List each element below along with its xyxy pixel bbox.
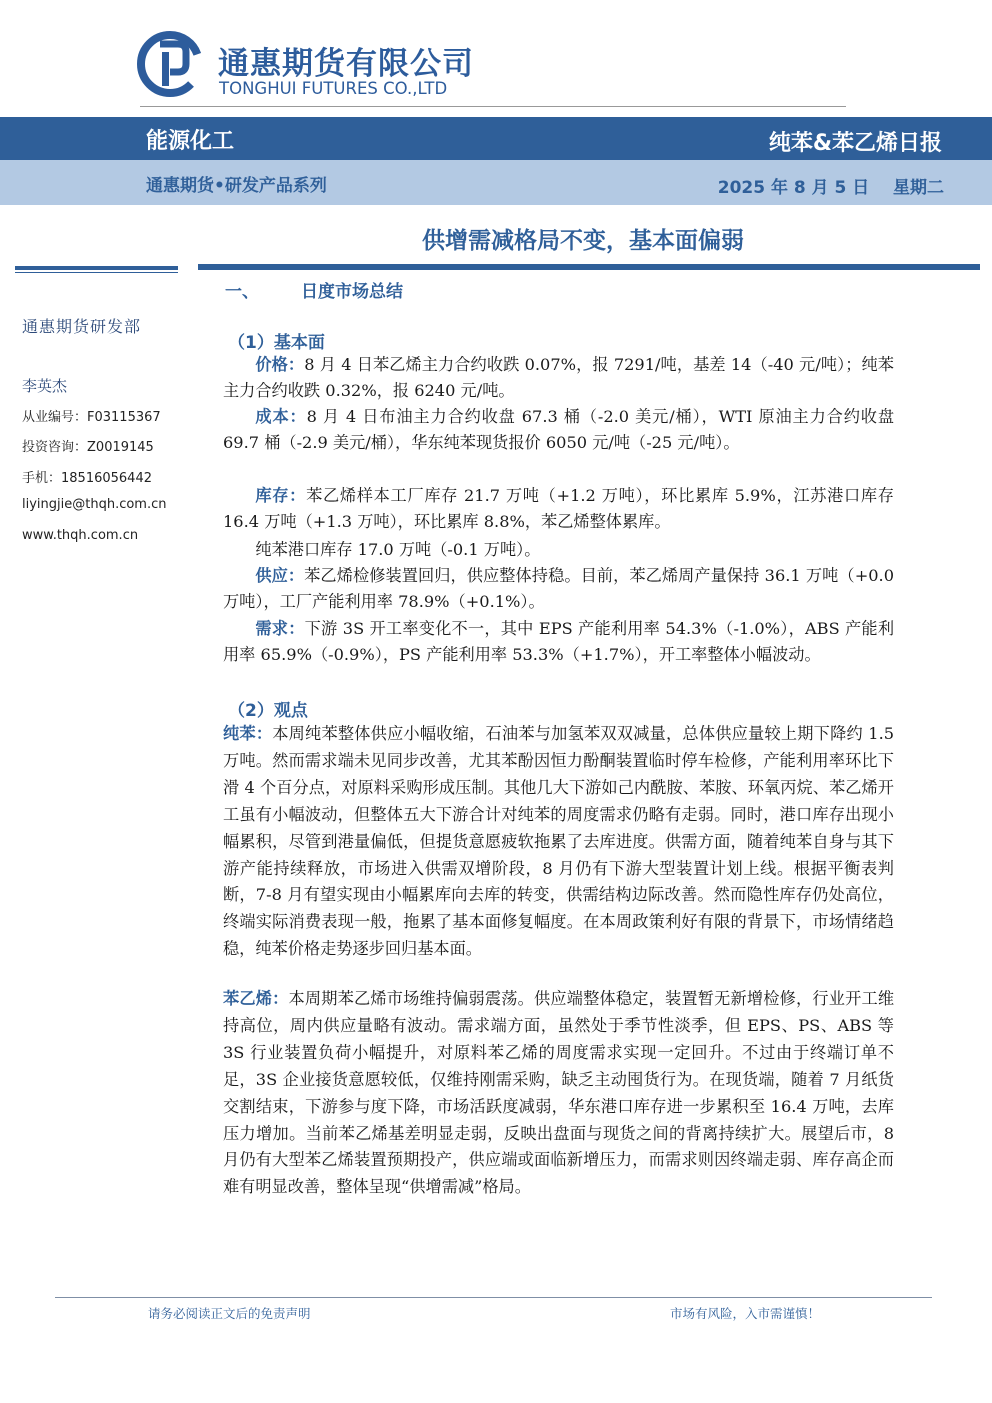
main-rule [198,264,980,270]
sidebar-consult [22,436,154,455]
footer-divider [55,1297,932,1298]
fundamental-label: 需求： [255,619,305,638]
fundamental-label: 库存： [255,486,307,505]
fundamental-text: 苯乙烯样本工厂库存 21.7 万吨（+1.2 万吨），环比累库 5.9%，江苏港口库存 16.4 万吨（+1.3 万吨），环比累库 8.8%，苯乙烯整体累库。 [223,486,894,531]
report-date [718,173,944,198]
sidebar-email[interactable]: liyingjie@thqh.com.cn [22,497,167,512]
fundamental-text: 下游 3S 开工率变化不一，其中 EPS 产能利用率 54.3%（-1.0%），ABS 产能利用率 65.9%（-0.9%），PS 产能利用率 53.3%（+1.7%），开工率整体小幅波动。 [223,619,895,664]
fundamental-label: 供应： [255,566,305,585]
fundamental-cost [223,404,894,456]
fundamental-price [223,352,894,404]
report-headline: 供增需减格局不变，基本面偏弱 [422,228,744,254]
view-text: 本周期苯乙烯市场维持偏弱震荡。供应端整体稳定，装置暂无新增检修，行业开工维持高位，周内供应量略有波动。需求端方面，虽然处于季节性淡季，但 EPS、PS、ABS 等 3S 行业装置负荷小幅提升，对原料苯乙烯的周度需求实现一定回升。不过由于终端订单不足，3S 企业接货意愿较低，仅维持刚需采购，缺乏主动囤货行为。在现货端，随着 7 月纸货交割结束，下游参与度下降，市场活跃度减弱，华东港口库存进一步累积至 16.4 万吨，去库压力增加。当前苯乙烯基差明显走弱，反映出盘面与现货之间的背离持续扩大。展望后市，8 月仍有大型苯乙烯装置预期投产，供应端或面临新增压力，而需求则因终端走弱、库存高企而难有明显改善，整体呈现“供增需减”格局。 [223,989,895,1197]
subsection-views: （2）观点 [228,701,308,721]
consult-label: 投资咨询： [22,440,88,455]
sidebar-rule [15,266,178,270]
subsection-fundamentals: （1）基本面 [228,333,325,353]
fundamental-text: 8 月 4 日布油主力合约收盘 67.3 桶（-2.0 美元/桶），WTI 原油主力合约收盘 69.7 桶（-2.9 美元/桶），华东纯苯现货报价 6050 元/吨（-25 元/吨）。 [223,407,895,452]
company-name-cn: 通惠期货有限公司 [218,46,474,82]
fundamental-demand [223,616,894,668]
fundamental-label: 价格： [255,355,305,374]
section-title-text: 日度市场总结 [301,282,403,302]
fundamental-text: 苯乙烯检修装置回归，供应整体持稳。目前，苯乙烯周产量保持 36.1 万吨（+0.0 万吨），工厂产能利用率 78.9%（+0.1%）。 [223,566,895,611]
view-styrene [223,986,894,1201]
view-text: 本周纯苯整体供应小幅收缩，石油苯与加氢苯双双减量，总体供应量较上期下降约 1.5 万吨。然而需求端未见同步改善，尤其苯酚因恒力酚酮装置临时停车检修，产能利用率环比下滑 4 个百分点，对原料采购形成压制。其他几大下游如己内酰胺、苯胺、环氧丙烷、苯乙烯开工虽有小幅波动，但整体五大下游合计对纯苯的周度需求仍略有走弱。同时，港口库存出现小幅累积，尽管到港量偏低，但提货意愿疲软拖累了去库进度。供需方面，随着纯苯自身与其下游产能持续释放，市场进入供需双增阶段，8 月仍有下游大型装置计划上线。根据平衡表判断，7-8 月有望实现由小幅累库向去库的转变，供需结构边际改善。然而隐性库存仍处高位，终端实际消费表现一般，拖累了基本面修复幅度。在本周政策利好有限的背景下，市场情绪趋稳，纯苯价格走势逐步回归基本面。 [223,724,895,959]
sidebar-license [22,406,161,425]
company-logo-icon [136,30,204,98]
sidebar-rule-thin [15,272,178,273]
view-label: 苯乙烯： [223,989,289,1008]
weekday-text: 星期二 [893,178,944,198]
phone-value: 18516056442 [61,471,152,486]
view-benzene [223,721,894,963]
view-label: 纯苯： [223,724,273,743]
section-number: 一、 [225,282,259,302]
date-text: 2025 年 8 月 5 日 [717,178,870,198]
fundamental-text: 纯苯港口库存 17.0 万吨（-0.1 万吨）。 [255,540,541,559]
fundamental-benzene-inventory [223,537,894,563]
series-label: 通惠期货•研发产品系列 [146,176,327,196]
report-name: 纯苯&苯乙烯日报 [768,131,942,156]
sidebar-analyst: 李英杰 [22,377,68,395]
sidebar-dept: 通惠期货研发部 [22,317,142,336]
sidebar-website[interactable]: www.thqh.com.cn [22,528,139,543]
footer-risk-note: 市场有风险，入市需谨慎！ [669,1306,820,1321]
footer-disclaimer: 请务必阅读正文后的免责声明 [148,1306,311,1321]
fundamental-text: 8 月 4 日苯乙烯主力合约收跌 0.07%，报 7291/吨，基差 14（-40 元/吨）；纯苯主力合约收跌 0.32%，报 6240 元/吨。 [223,355,894,400]
fundamental-supply [223,563,894,615]
phone-label: 手机： [22,471,62,486]
sector-label: 能源化工 [146,129,235,154]
fundamental-label: 成本： [255,407,307,426]
fundamental-inventory [223,483,894,535]
company-name-en: TONGHUI FUTURES CO.,LTD [219,79,448,98]
license-label: 从业编号： [22,410,88,425]
section-title [225,277,403,302]
sidebar-phone [22,467,152,486]
license-value: F03115367 [87,410,161,425]
consult-value: Z0019145 [87,440,154,455]
header-divider [140,106,846,107]
